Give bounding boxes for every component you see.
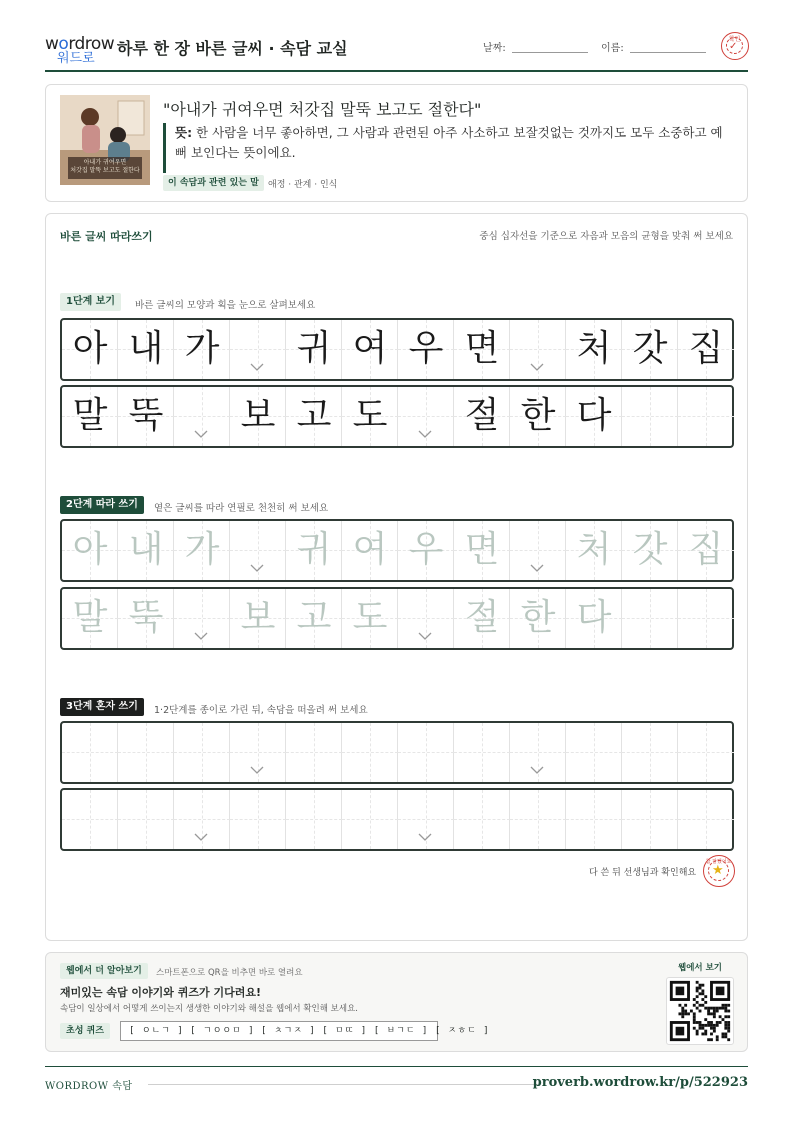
- step1-row-1: [60, 318, 734, 381]
- grid-char: 말: [72, 395, 108, 436]
- space-mark-icon: [194, 830, 208, 844]
- grid-cell[interactable]: [62, 521, 118, 580]
- name-field[interactable]: [630, 52, 706, 53]
- grid-cell[interactable]: [622, 790, 678, 849]
- step2-row-2[interactable]: [60, 587, 734, 650]
- meaning-text: 뜻: 한 사람을 너무 좋아하면, 그 사람과 관련된 아주 사소하고 보잘것없는 것까지도 모두 소중하고 예뻐 보인다는 뜻이에요.: [175, 125, 723, 160]
- grid-cell[interactable]: [398, 723, 454, 782]
- grid-cell: [174, 320, 230, 379]
- grid-char: 면: [464, 328, 500, 369]
- step2-badge: 2단계 따라 쓰기: [60, 496, 144, 514]
- grid-cell[interactable]: [118, 521, 174, 580]
- grid-cell[interactable]: [118, 723, 174, 782]
- grid-cell[interactable]: [566, 790, 622, 849]
- date-label: 날짜:: [483, 43, 506, 54]
- grid-cell: [454, 320, 510, 379]
- grid-cell[interactable]: [286, 589, 342, 648]
- grid-cell[interactable]: [286, 521, 342, 580]
- grid-cell[interactable]: [510, 723, 566, 782]
- good-job-stamp-icon: 참 잘했어요 ★: [703, 855, 735, 887]
- space-mark-icon: [194, 427, 208, 441]
- grid-char: 가: [184, 328, 220, 369]
- grid-cell[interactable]: [62, 589, 118, 648]
- grid-cell[interactable]: [454, 723, 510, 782]
- web-desc: 속담이 일상에서 어떻게 쓰이는지 생생한 이야기와 해설을 웹에서 확인해 보세요.: [60, 1004, 358, 1014]
- step1-badge: 1단계 보기: [60, 293, 121, 311]
- grid-cell: [510, 387, 566, 446]
- grid-cell[interactable]: [118, 790, 174, 849]
- grid-char: 아: [72, 328, 108, 369]
- grid-char: 내: [128, 328, 164, 369]
- grid-cell[interactable]: [454, 521, 510, 580]
- grid-cell: [454, 387, 510, 446]
- step3-desc: 1·2단계를 종이로 가린 뒤, 속담을 떠올려 써 보세요: [154, 705, 368, 716]
- name-label: 이름:: [601, 43, 624, 54]
- grid-cell: [622, 387, 678, 446]
- space-mark-icon: [250, 360, 264, 374]
- grid-cell: [342, 320, 398, 379]
- grid-cell: [510, 320, 566, 379]
- grid-char: 여: [352, 328, 388, 369]
- grid-char: 한: [520, 395, 556, 436]
- space-mark-icon: [418, 629, 432, 643]
- grid-cell[interactable]: [174, 521, 230, 580]
- practice-section: [45, 213, 748, 941]
- step3-row-2[interactable]: [60, 788, 734, 851]
- grid-cell: [286, 387, 342, 446]
- teacher-confirm-text: 다 쓴 뒤 선생님과 확인해요: [589, 868, 697, 878]
- grid-char: 보: [240, 597, 276, 638]
- grid-cell[interactable]: [566, 521, 622, 580]
- grid-char: 집: [688, 328, 724, 369]
- grid-cell[interactable]: [342, 790, 398, 849]
- grid-cell: [230, 320, 286, 379]
- page-footer: [45, 1066, 748, 1096]
- grid-cell[interactable]: [622, 723, 678, 782]
- grid-char: 말: [72, 597, 108, 638]
- grid-cell[interactable]: [678, 589, 734, 648]
- grid-cell[interactable]: [678, 790, 734, 849]
- web-hint: 스마트폰으로 QR을 비추면 바로 열려요: [156, 968, 303, 978]
- grid-char: 갓: [632, 529, 668, 570]
- grid-cell[interactable]: [62, 723, 118, 782]
- space-mark-icon: [250, 763, 264, 777]
- grid-cell[interactable]: [342, 723, 398, 782]
- grid-cell: [398, 320, 454, 379]
- practice-title: 바른 글씨 따라쓰기: [60, 230, 153, 243]
- grid-cell[interactable]: [398, 589, 454, 648]
- space-mark-icon: [418, 830, 432, 844]
- grid-cell[interactable]: [286, 723, 342, 782]
- grid-char: 처: [576, 328, 612, 369]
- space-mark-icon: [194, 629, 208, 643]
- proverb-title: "아내가 귀여우면 처갓집 말뚝 보고도 절한다": [163, 100, 482, 119]
- grid-char: 우: [408, 328, 444, 369]
- grid-cell[interactable]: [342, 589, 398, 648]
- grid-char: 고: [296, 395, 332, 436]
- grid-cell[interactable]: [566, 589, 622, 648]
- grid-char: 집: [688, 529, 724, 570]
- footer-brand: WORDROW 속담: [45, 1081, 133, 1092]
- grid-cell[interactable]: [622, 589, 678, 648]
- proverb-card: [45, 84, 748, 202]
- grid-char: 가: [184, 529, 220, 570]
- practice-hint: 중심 십자선을 기준으로 자음과 모음의 균형을 맞춰 써 보세요: [479, 231, 733, 242]
- grid-cell: [62, 387, 118, 446]
- web-badge: 웹에서 더 알아보기: [60, 963, 148, 979]
- step2-row-1[interactable]: [60, 519, 734, 582]
- grid-char: 면: [464, 529, 500, 570]
- grid-char: 다: [576, 395, 612, 436]
- grid-char: 내: [128, 529, 164, 570]
- page-title: 하루 한 장 바른 글씨 · 속담 교실: [117, 39, 348, 58]
- grid-cell[interactable]: [118, 589, 174, 648]
- qr-label: 웹에서 보기: [678, 963, 723, 973]
- grid-cell[interactable]: [230, 790, 286, 849]
- grid-cell[interactable]: [174, 589, 230, 648]
- grid-char: 보: [240, 395, 276, 436]
- grid-cell: [286, 320, 342, 379]
- grid-cell[interactable]: [398, 521, 454, 580]
- space-mark-icon: [530, 360, 544, 374]
- grid-char: 아: [72, 529, 108, 570]
- grid-char: 우: [408, 529, 444, 570]
- grid-cell: [118, 320, 174, 379]
- grid-cell: [174, 387, 230, 446]
- step1-desc: 바른 글씨의 모양과 획을 눈으로 살펴보세요: [135, 300, 316, 311]
- grid-cell[interactable]: [230, 521, 286, 580]
- grid-char: 다: [576, 597, 612, 638]
- chosung-quiz: [ ㅇㄴㄱ ] [ ㄱㅇㅇㅁ ] [ ㅊㄱㅈ ] [ ㅁㄸ ] [ ㅂㄱㄷ ] [ ㅈㅎㄷ ]: [120, 1021, 438, 1041]
- grid-cell: [342, 387, 398, 446]
- grid-cell[interactable]: [678, 521, 734, 580]
- grid-char: 뚝: [128, 597, 164, 638]
- grid-char: 절: [464, 395, 500, 436]
- grid-char: 뚝: [128, 395, 164, 436]
- grid-char: 귀: [296, 328, 332, 369]
- grid-cell: [230, 387, 286, 446]
- grid-cell[interactable]: [286, 790, 342, 849]
- grid-cell[interactable]: [454, 589, 510, 648]
- proverb-illustration: 아내가 귀여우면 처갓집 말뚝 보고도 절한다: [60, 95, 150, 185]
- grid-cell: [118, 387, 174, 446]
- grid-cell: [566, 320, 622, 379]
- grid-char: 고: [296, 597, 332, 638]
- grid-char: 도: [352, 597, 388, 638]
- grid-cell[interactable]: [510, 589, 566, 648]
- grid-cell: [566, 387, 622, 446]
- quiz-label: 초성 퀴즈: [60, 1023, 110, 1039]
- grid-char: 갓: [632, 328, 668, 369]
- check-stamp-icon: 확인 ✓: [721, 32, 749, 60]
- date-field[interactable]: [512, 52, 588, 53]
- web-headline: 재미있는 속담 이야기와 퀴즈가 기다려요!: [60, 986, 261, 999]
- grid-cell[interactable]: [230, 589, 286, 648]
- grid-cell[interactable]: [622, 521, 678, 580]
- grid-cell[interactable]: [454, 790, 510, 849]
- step3-badge: 3단계 혼자 쓰기: [60, 698, 144, 716]
- grid-char: 여: [352, 529, 388, 570]
- grid-cell[interactable]: [174, 723, 230, 782]
- grid-char: 처: [576, 529, 612, 570]
- step1-row-2: [60, 385, 734, 448]
- grid-cell: [678, 320, 734, 379]
- footer-url[interactable]: proverb.wordrow.kr/p/522923: [532, 1075, 748, 1090]
- space-mark-icon: [530, 763, 544, 777]
- grid-char: 절: [464, 597, 500, 638]
- grid-cell: [62, 320, 118, 379]
- grid-cell: [622, 320, 678, 379]
- space-mark-icon: [530, 561, 544, 575]
- grid-cell[interactable]: [62, 790, 118, 849]
- grid-cell[interactable]: [230, 723, 286, 782]
- space-mark-icon: [250, 561, 264, 575]
- web-promo-box: [45, 952, 748, 1052]
- related-words: 애정 · 관계 · 인식: [268, 180, 338, 190]
- step3-row-1[interactable]: [60, 721, 734, 784]
- step2-desc: 옅은 글씨를 따라 연필로 천천히 써 보세요: [154, 503, 329, 514]
- grid-cell[interactable]: [510, 790, 566, 849]
- page-header: [45, 30, 748, 72]
- space-mark-icon: [418, 427, 432, 441]
- grid-cell[interactable]: [510, 521, 566, 580]
- grid-cell[interactable]: [678, 723, 734, 782]
- grid-cell[interactable]: [398, 790, 454, 849]
- grid-cell: [678, 387, 734, 446]
- grid-cell[interactable]: [566, 723, 622, 782]
- qr-code-icon[interactable]: [666, 977, 734, 1045]
- grid-cell[interactable]: [174, 790, 230, 849]
- grid-char: 도: [352, 395, 388, 436]
- wordrow-logo[interactable]: wordrow 워드로: [45, 34, 115, 66]
- meaning-box: [163, 123, 733, 173]
- grid-cell[interactable]: [342, 521, 398, 580]
- grid-char: 한: [520, 597, 556, 638]
- grid-char: 귀: [296, 529, 332, 570]
- grid-cell: [398, 387, 454, 446]
- related-words-label: 이 속담과 관련 있는 말: [163, 175, 264, 191]
